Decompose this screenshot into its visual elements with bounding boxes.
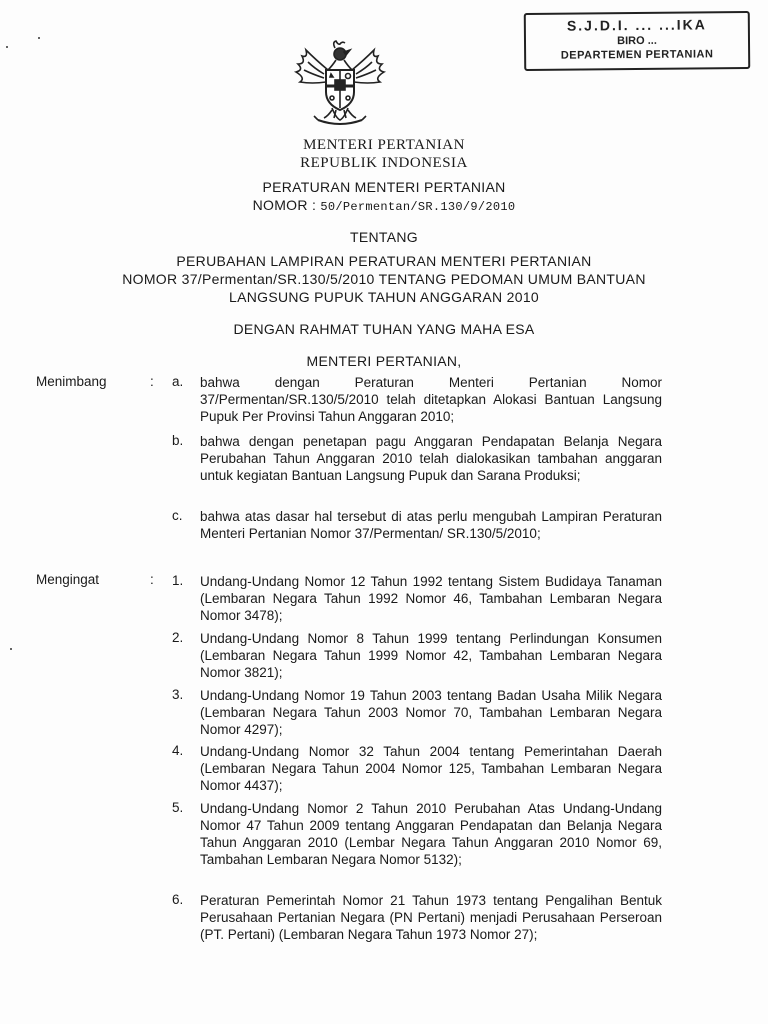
subject-line-3: LANGSUNG PUPUK TAHUN ANGGARAN 2010 bbox=[229, 289, 539, 305]
mengingat-label: Mengingat bbox=[36, 572, 100, 587]
item-text: bahwa dengan Peraturan Menteri Pertanian Nomor 37/Permentan/SR.130/5/2010 telah ditetapkan Alokasi Bantuan Langsung Pupuk Per Provinsi Tahun Anggaran 2010; bbox=[200, 375, 662, 424]
stamp-line-2: BIRO ... bbox=[617, 34, 657, 48]
regulation-title: PERATURAN MENTERI PERTANIAN bbox=[262, 179, 506, 195]
item-marker: 6. bbox=[172, 892, 184, 907]
scan-speck bbox=[10, 648, 12, 650]
menimbang-colon: : bbox=[150, 374, 154, 389]
item-marker: 4. bbox=[172, 743, 184, 758]
stamp-line-3: DEPARTEMEN PERTANIAN bbox=[560, 48, 714, 62]
item-text: Undang-Undang Nomor 19 Tahun 2003 tentang Badan Usaha Milik Negara (Lembaran Negara Tahun 2003 Nomor 70, Tambahan Lembaran Negara Nomor 4297); bbox=[200, 688, 662, 737]
garuda-emblem-icon bbox=[288, 40, 392, 128]
item-text: Undang-Undang Nomor 32 Tahun 2004 tentang Pemerintahan Daerah (Lembaran Negara Tahun 2004 Nomor 125, Tambahan Lembaran Negara Nomor 4437); bbox=[200, 744, 662, 793]
item-text: bahwa atas dasar hal tersebut di atas perlu mengubah Lampiran Peraturan Menteri Pertanian Nomor 37/Permentan/ SR.130/5/2010; bbox=[200, 509, 662, 541]
regulation-number bbox=[0, 196, 768, 216]
item-marker: b. bbox=[172, 433, 184, 448]
mengingat-colon: : bbox=[150, 572, 154, 587]
item-marker: c. bbox=[172, 508, 183, 523]
item-text: bahwa dengan penetapan pagu Anggaran Pendapatan Belanja Negara Perubahan Tahun Anggaran 2010 telah dialokasikan tambahan anggaran untuk kegiatan Bantuan Langsung Pupuk dan Sarana Produksi; bbox=[200, 434, 662, 483]
item-text: Undang-Undang Nomor 2 Tahun 2010 Perubahan Atas Undang-Undang Nomor 47 Tahun 2009 tentang Anggaran Pendapatan dan Belanja Negara Tahun Anggaran 2010 (Lembar Negara Tahun Anggaran 2010 Nomor 69, Tambahan Lembaran Negara Nomor 5132); bbox=[200, 801, 662, 867]
number-label: NOMOR : bbox=[252, 197, 317, 213]
item-text: Peraturan Pemerintah Nomor 21 Tahun 1973 tentang Pengalihan Bentuk Perusahaan Pertanian Negara (PN Pertani) menjadi Perusahaan Perseroan (PT. Pertani) (Lembaran Negara Tahun 1973 Nomor 27); bbox=[200, 893, 662, 942]
scan-speck bbox=[6, 46, 8, 48]
item-marker: 5. bbox=[172, 800, 184, 815]
minister-heading: MENTERI PERTANIAN, bbox=[306, 353, 462, 369]
archive-stamp bbox=[524, 11, 750, 71]
item-text: Undang-Undang Nomor 8 Tahun 1999 tentang Perlindungan Konsumen (Lembaran Negara Tahun 1999 Nomor 42, Tambahan Lembaran Negara Nomor 3821); bbox=[200, 631, 662, 680]
item-text: Undang-Undang Nomor 12 Tahun 1992 tentang Sistem Budidaya Tanaman (Lembaran Negara Tahun 1992 Nomor 46, Tambahan Lembaran Negara Nomor 3478); bbox=[200, 574, 662, 623]
tentang-heading: TENTANG bbox=[350, 229, 418, 245]
subject-line-1: PERUBAHAN LAMPIRAN PERATURAN MENTERI PERTANIAN bbox=[176, 253, 592, 269]
scan-speck bbox=[38, 37, 40, 39]
item-marker: 3. bbox=[172, 687, 184, 702]
republic-title: REPUBLIK INDONESIA bbox=[300, 155, 468, 171]
minister-title: MENTERI PERTANIAN bbox=[303, 137, 465, 153]
number-value: 50/Permentan/SR.130/9/2010 bbox=[320, 200, 516, 214]
menimbang-label: Menimbang bbox=[36, 374, 107, 389]
stamp-line-1: S.J.D.I. ... ...IKA bbox=[566, 16, 707, 34]
blessing-line: DENGAN RAHMAT TUHAN YANG MAHA ESA bbox=[233, 321, 535, 337]
subject-line-2: NOMOR 37/Permentan/SR.130/5/2010 TENTANG PEDOMAN UMUM BANTUAN bbox=[122, 271, 646, 287]
item-marker: 1. bbox=[172, 573, 184, 588]
item-marker: 2. bbox=[172, 630, 184, 645]
item-marker: a. bbox=[172, 374, 184, 389]
